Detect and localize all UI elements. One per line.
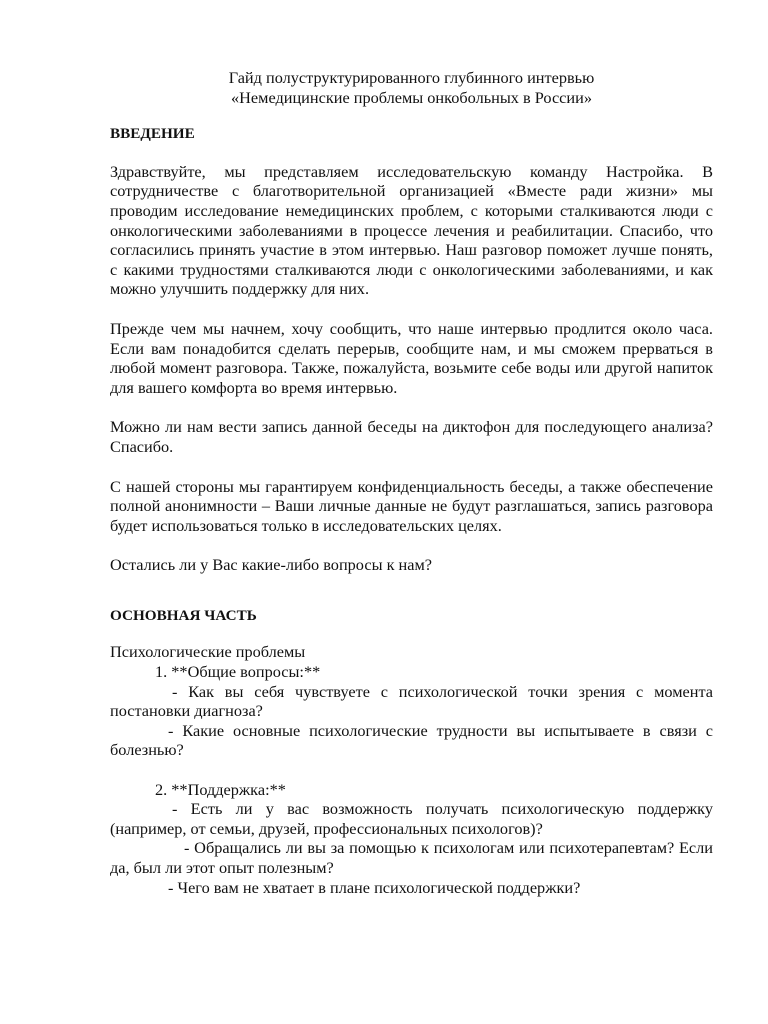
- document-body: [110, 68, 713, 897]
- title-line-1: Гайд полуструктурированного глубинного интервью: [228, 68, 595, 87]
- document-title: [110, 68, 713, 107]
- question-2-1: - Есть ли у вас возможность получать психологическую поддержку (например, от семьи, друзей, профессиональных психологов)?: [110, 799, 713, 838]
- item-title-2: 2. **Поддержка:**: [155, 779, 286, 799]
- intro-heading: ВВЕДЕНИЕ: [110, 125, 195, 143]
- intro-paragraph-4: С нашей стороны мы гарантируем конфиденциальность беседы, а также обеспечение полной анонимности – Ваши личные данные не будут разглашаться, запись разговора будет использоваться только в исследовательских целях.: [110, 476, 713, 535]
- question-2-3: - Чего вам не хватает в плане психологической поддержки?: [168, 877, 581, 897]
- intro-paragraph-1: Здравствуйте, мы представляем исследовательскую команду Настройка. В сотрудничестве с благотворительной организацией «Вместе ради жизни» мы проводим исследование немедицинских проблем, с которыми сталкиваются люди с онкологическими заболеваниями в процессе лечения и реабилитации. Спасибо, что согласились принять участие в этом интервью. Наш разговор поможет лучше понять, с какими трудностями сталкиваются люди с онкологическими заболеваниями, и как можно улучшить поддержку для них.: [110, 161, 713, 299]
- title-line-2: «Немедицинские проблемы онкобольных в России»: [231, 87, 592, 107]
- question-1-2: - Какие основные психологические трудности вы испытываете в связи с болезнью?: [110, 720, 713, 760]
- intro-paragraph-2: Прежде чем мы начнем, хочу сообщить, что наше интервью продлится около часа. Если вам понадобится сделать перерыв, сообщите нам, и мы сможем прерваться в любой момент разговора. Также, пожалуйста, возьмите себе воды или другой напиток для вашего комфорта во время интервью.: [110, 318, 713, 397]
- item-title-1: 1. **Общие вопросы:**: [155, 662, 321, 682]
- question-1-1: - Как вы себя чувствуете с психологической точки зрения с момента постановки диагноза?: [110, 681, 713, 721]
- intro-paragraph-3: Можно ли нам вести запись данной беседы на диктофон для последующего анализа? Спасибо.: [110, 417, 713, 456]
- subsection-title: Психологические проблемы: [110, 642, 306, 662]
- main-heading: ОСНОВНАЯ ЧАСТЬ: [110, 606, 257, 624]
- question-2-2: - Обращались ли вы за помощью к психологам или психотерапевтам? Если да, был ли этот опыт полезным?: [110, 838, 713, 877]
- intro-paragraph-5: Остались ли у Вас какие-либо вопросы к нам?: [110, 555, 433, 575]
